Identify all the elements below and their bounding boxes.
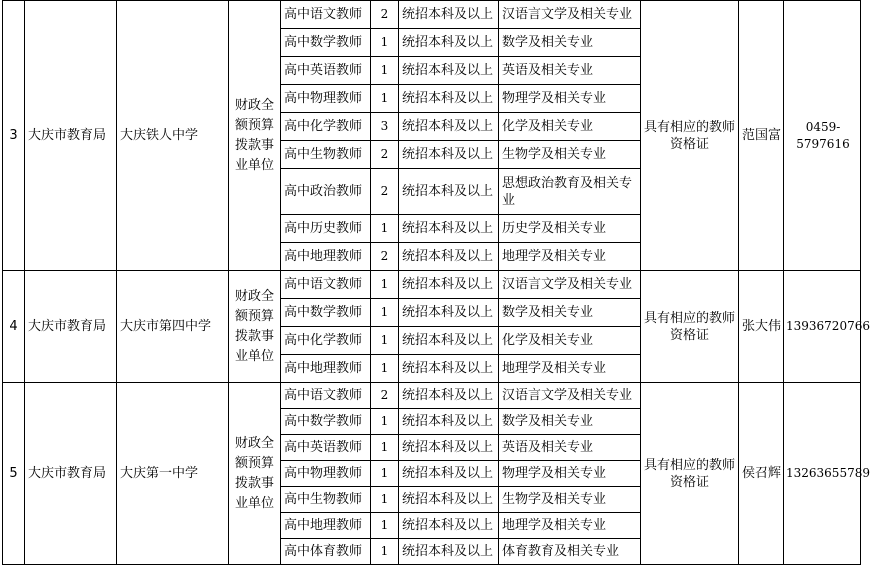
- major-requirement: 历史学及相关专业: [499, 215, 641, 243]
- major-requirement: 思想政治教育及相关专业: [499, 169, 641, 215]
- position-count: 1: [371, 539, 399, 565]
- contact-phone: 0459-5797616: [784, 1, 861, 271]
- position-count: 2: [371, 243, 399, 271]
- qualification: 具有相应的教师资格证: [641, 1, 739, 271]
- position-title: 高中生物教师: [281, 141, 371, 169]
- position-count: 1: [371, 487, 399, 513]
- position-count: 2: [371, 383, 399, 409]
- position-count: 1: [371, 85, 399, 113]
- education-requirement: 统招本科及以上: [399, 243, 499, 271]
- major-requirement: 地理学及相关专业: [499, 513, 641, 539]
- education-requirement: 统招本科及以上: [399, 461, 499, 487]
- education-requirement: 统招本科及以上: [399, 271, 499, 299]
- position-count: 3: [371, 113, 399, 141]
- position-title: 高中化学教师: [281, 113, 371, 141]
- position-title: 高中体育教师: [281, 539, 371, 565]
- education-requirement: 统招本科及以上: [399, 383, 499, 409]
- position-title: 高中物理教师: [281, 85, 371, 113]
- position-title: 高中数学教师: [281, 409, 371, 435]
- education-requirement: 统招本科及以上: [399, 539, 499, 565]
- major-requirement: 英语及相关专业: [499, 57, 641, 85]
- contact-person: 范国富: [739, 1, 784, 271]
- education-requirement: 统招本科及以上: [399, 141, 499, 169]
- major-requirement: 数学及相关专业: [499, 299, 641, 327]
- major-requirement: 体育教育及相关专业: [499, 539, 641, 565]
- position-title: 高中地理教师: [281, 243, 371, 271]
- table-row: [3, 271, 861, 299]
- bureau-name: 大庆市教育局: [25, 1, 117, 271]
- education-requirement: 统招本科及以上: [399, 513, 499, 539]
- qualification: 具有相应的教师资格证: [641, 271, 739, 383]
- position-count: 1: [371, 299, 399, 327]
- position-title: 高中英语教师: [281, 435, 371, 461]
- education-requirement: 统招本科及以上: [399, 327, 499, 355]
- table-row: [3, 1, 861, 29]
- position-count: 1: [371, 461, 399, 487]
- contact-person: 侯召辉: [739, 383, 784, 565]
- position-count: 1: [371, 513, 399, 539]
- position-count: 1: [371, 355, 399, 383]
- major-requirement: 物理学及相关专业: [499, 461, 641, 487]
- row-number: 3: [3, 1, 25, 271]
- contact-phone: 13936720766: [784, 271, 861, 383]
- contact-person: 张大伟: [739, 271, 784, 383]
- education-requirement: 统招本科及以上: [399, 1, 499, 29]
- education-requirement: 统招本科及以上: [399, 215, 499, 243]
- major-requirement: 地理学及相关专业: [499, 355, 641, 383]
- education-requirement: 统招本科及以上: [399, 487, 499, 513]
- education-requirement: 统招本科及以上: [399, 435, 499, 461]
- school-name: 大庆第一中学: [117, 383, 229, 565]
- bureau-name: 大庆市教育局: [25, 383, 117, 565]
- position-count: 1: [371, 29, 399, 57]
- education-requirement: 统招本科及以上: [399, 299, 499, 327]
- position-title: 高中化学教师: [281, 327, 371, 355]
- major-requirement: 数学及相关专业: [499, 409, 641, 435]
- position-title: 高中生物教师: [281, 487, 371, 513]
- education-requirement: 统招本科及以上: [399, 409, 499, 435]
- funding-type: 财政全额预算拨款事业单位: [229, 383, 281, 565]
- bureau-name: 大庆市教育局: [25, 271, 117, 383]
- position-title: 高中数学教师: [281, 299, 371, 327]
- position-count: 1: [371, 215, 399, 243]
- position-title: 高中物理教师: [281, 461, 371, 487]
- row-number: 4: [3, 271, 25, 383]
- education-requirement: 统招本科及以上: [399, 169, 499, 215]
- major-requirement: 化学及相关专业: [499, 113, 641, 141]
- position-count: 1: [371, 409, 399, 435]
- education-requirement: 统招本科及以上: [399, 355, 499, 383]
- funding-type: 财政全额预算拨款事业单位: [229, 1, 281, 271]
- contact-phone: 13263655789: [784, 383, 861, 565]
- school-name: 大庆市第四中学: [117, 271, 229, 383]
- major-requirement: 生物学及相关专业: [499, 141, 641, 169]
- position-title: 高中地理教师: [281, 355, 371, 383]
- major-requirement: 汉语言文学及相关专业: [499, 1, 641, 29]
- major-requirement: 地理学及相关专业: [499, 243, 641, 271]
- major-requirement: 数学及相关专业: [499, 29, 641, 57]
- school-name: 大庆铁人中学: [117, 1, 229, 271]
- position-count: 2: [371, 141, 399, 169]
- education-requirement: 统招本科及以上: [399, 29, 499, 57]
- major-requirement: 化学及相关专业: [499, 327, 641, 355]
- position-count: 2: [371, 169, 399, 215]
- major-requirement: 生物学及相关专业: [499, 487, 641, 513]
- position-title: 高中语文教师: [281, 271, 371, 299]
- position-title: 高中语文教师: [281, 1, 371, 29]
- position-title: 高中数学教师: [281, 29, 371, 57]
- position-count: 1: [371, 327, 399, 355]
- position-title: 高中历史教师: [281, 215, 371, 243]
- major-requirement: 汉语言文学及相关专业: [499, 383, 641, 409]
- position-count: 1: [371, 57, 399, 85]
- major-requirement: 英语及相关专业: [499, 435, 641, 461]
- funding-type: 财政全额预算拨款事业单位: [229, 271, 281, 383]
- position-title: 高中语文教师: [281, 383, 371, 409]
- position-count: 1: [371, 435, 399, 461]
- row-number: 5: [3, 383, 25, 565]
- position-title: 高中英语教师: [281, 57, 371, 85]
- education-requirement: 统招本科及以上: [399, 85, 499, 113]
- major-requirement: 物理学及相关专业: [499, 85, 641, 113]
- education-requirement: 统招本科及以上: [399, 57, 499, 85]
- table-row: [3, 383, 861, 409]
- major-requirement: 汉语言文学及相关专业: [499, 271, 641, 299]
- recruitment-table: [2, 0, 870, 565]
- position-title: 高中政治教师: [281, 169, 371, 215]
- position-count: 2: [371, 1, 399, 29]
- position-title: 高中地理教师: [281, 513, 371, 539]
- education-requirement: 统招本科及以上: [399, 113, 499, 141]
- qualification: 具有相应的教师资格证: [641, 383, 739, 565]
- position-count: 1: [371, 271, 399, 299]
